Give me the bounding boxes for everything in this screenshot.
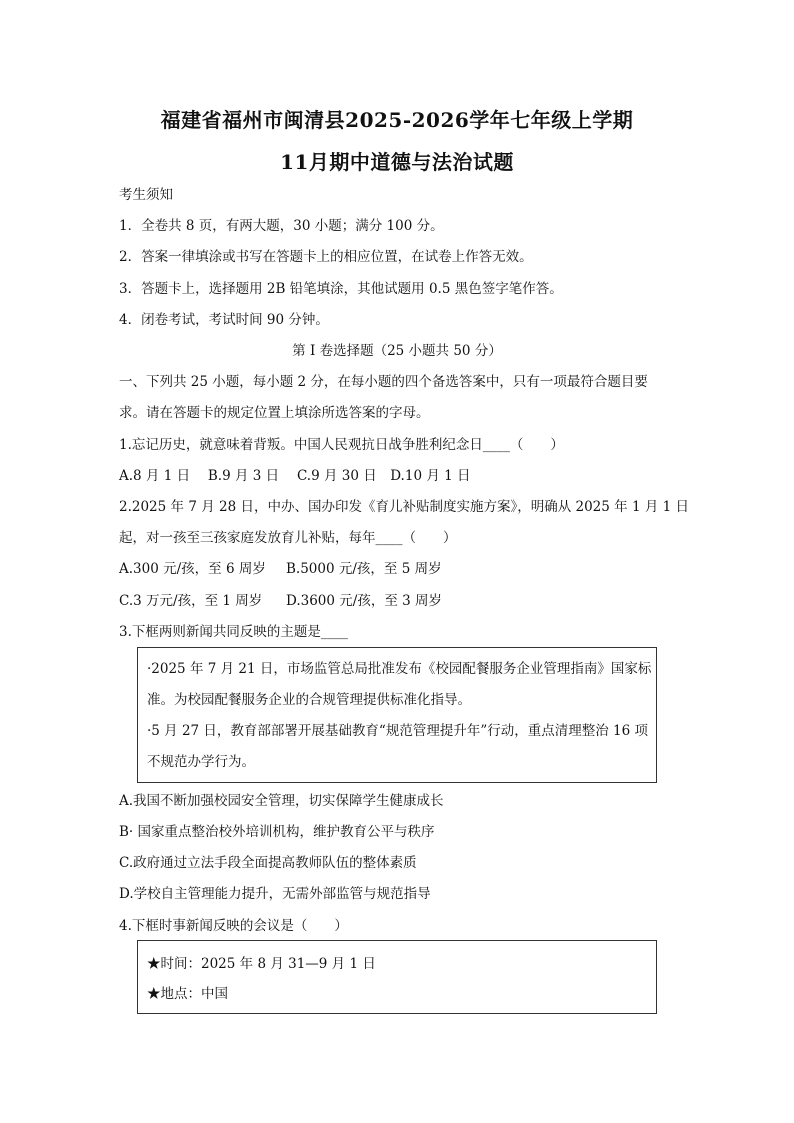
q4-news-line-1: ★时间：2025 年 8 月 31—9 月 1 日 (147, 956, 376, 972)
notice-item-4: 4．闭卷考试，考试时间 90 分钟。 (119, 312, 329, 328)
exam-title-line2: 11月期中道德与法治试题 (280, 150, 514, 174)
q2-stem-line1: 2.2025 年 7 月 28 日，中办、国办印发《育儿补贴制度实施方案》，明确从 2025 年 1 月 1 日 (119, 499, 689, 515)
q3-news-line-3: ·5 月 27 日，教育部部署开展基础教育“规范管理提升年”行动，重点清理整治 16 项 (147, 723, 648, 739)
q4-stem: 4.下框时事新闻反映的会议是（ ） (119, 918, 348, 934)
q2-option-b: B.5000 元/孩，至 5 周岁 (286, 561, 442, 577)
q2-option-c: C.3 万元/孩，至 1 周岁 (119, 593, 263, 609)
q3-option-a: A.我国不断加强校园安全管理，切实保障学生健康成长 (119, 793, 444, 809)
q4-news-line-2: ★地点：中国 (147, 986, 228, 1002)
notice-heading: 考生须知 (119, 187, 173, 203)
q3-option-c: C.政府通过立法手段全面提高教师队伍的整体素质 (119, 855, 417, 871)
q2-stem-line2: 起，对一孩至三孩家庭发放育儿补贴，每年____（ ） (119, 530, 457, 546)
q3-option-b: B· 国家重点整治校外培训机构，维护教育公平与秩序 (119, 824, 435, 840)
notice-item-1: 1．全卷共 8 页，有两大题，30 小题；满分 100 分。 (119, 218, 444, 234)
section-title: 第 I 卷选择题（25 小题共 50 分） (292, 343, 502, 359)
q1-stem: 1.忘记历史，就意味着背叛。中国人民观抗日战争胜利纪念日____（ ） (119, 437, 564, 453)
notice-item-3: 3．答题卡上，选择题用 2B 铅笔填涂，其他试题用 0.5 黑色签字笔作答。 (119, 281, 563, 297)
q3-news-line-1: ·2025 年 7 月 21 日，市场监管总局批准发布《校园配餐服务企业管理指南》国家标 (147, 661, 652, 677)
q1-options: A.8 月 1 日 B.9 月 3 日 C.9 月 30 日 D.10 月 1 日 (119, 468, 471, 484)
q4-news-box (137, 940, 657, 1014)
exam-title-line1: 福建省福州市闽清县2025-2026学年七年级上学期 (160, 108, 634, 132)
q3-news-box (137, 647, 657, 783)
q3-news-line-4: 不规范办学行为。 (147, 754, 255, 770)
q3-news-line-2: 准。为校园配餐服务企业的合规管理提供标准化指导。 (147, 692, 471, 708)
section-instruction-line1: 一、下列共 25 小题，每小题 2 分，在每小题的四个备选答案中，只有一项最符合题目要 (119, 374, 648, 390)
q3-stem: 3.下框两则新闻共同反映的主题是____ (119, 624, 348, 640)
q3-option-d: D.学校自主管理能力提升，无需外部监管与规范指导 (119, 886, 431, 902)
q2-option-a: A.300 元/孩，至 6 周岁 (119, 561, 266, 577)
q2-option-d: D.3600 元/孩，至 3 周岁 (286, 593, 443, 609)
notice-item-2: 2．答案一律填涂或书写在答题卡上的相应位置，在试卷上作答无效。 (119, 249, 533, 265)
section-instruction-line2: 求。请在答题卡的规定位置上填涂所选答案的字母。 (119, 405, 430, 421)
